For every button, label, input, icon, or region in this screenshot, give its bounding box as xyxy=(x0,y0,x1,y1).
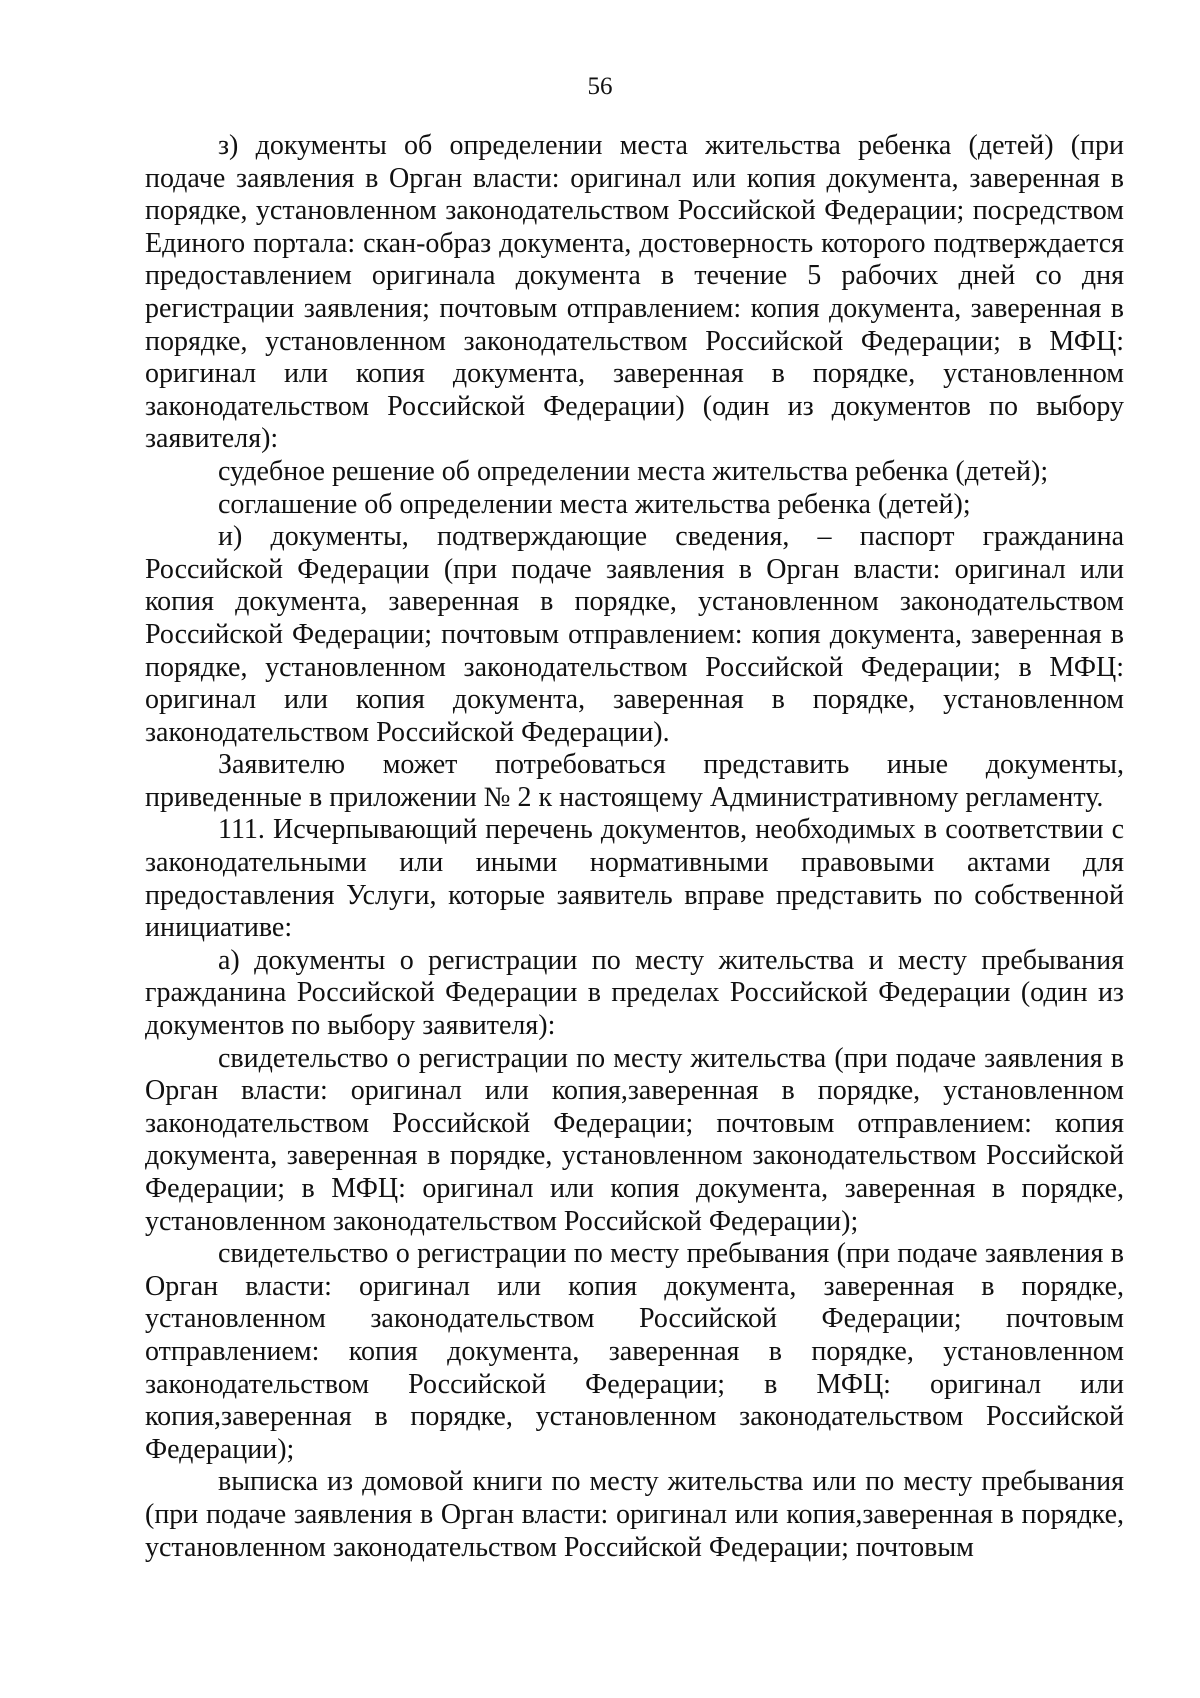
paragraph-a-registration-documents: а) документы о регистрации по месту жительства и месту пребывания гражданина Российской Федерации в пределах Российской Федерации (один из документов по выбору заявителя): xyxy=(145,944,1124,1042)
paragraph-i-passport: и) документы, подтверждающие сведения, – паспорт гражданина Российской Федерации (при подаче заявления в Орган власти: оригинал или копия документа, заверенная в порядке, установленном законодательством Российской Федерации; почтовым отправлением: копия документа, заверенная в порядке, установленном законодательством Российской Федерации; в МФЦ: оригинал или копия документа, заверенная в порядке, установленном законодательством Российской Федерации). xyxy=(145,521,1124,748)
paragraph-stay-certificate: свидетельство о регистрации по месту пребывания (при подаче заявления в Орган власти: оригинал или копия документа, заверенная в порядке, установленном законодательством Российской Федерации; почтовым отправлением: копия документа, заверенная в порядке, установленном законодательством Российской Федерации; в МФЦ: оригинал или копия,заверенная в порядке, установленном законодательством Российской Федерации); xyxy=(145,1238,1124,1465)
page-number: 56 xyxy=(587,73,613,100)
paragraph-residence-certificate: свидетельство о регистрации по месту жительства (при подаче заявления в Орган власти: оригинал или копия,заверенная в порядке, установленном законодательством Российской Федерации; почтовым отправлением: копия документа, заверенная в порядке, установленном законодательством Российской Федерации; в МФЦ: оригинал или копия документа, заверенная в порядке, установленном законодательством Российской Федерации); xyxy=(145,1042,1124,1237)
paragraph-house-book-extract: выписка из домовой книги по месту жительства или по месту пребывания (при подаче заявления в Орган власти: оригинал или копия,заверенная в порядке, установленном законодательством Российской Федерации; почтовым xyxy=(145,1466,1124,1563)
paragraph-z-custody-documents: з) документы об определении места жительства ребенка (детей) (при подаче заявления в Орган власти: оригинал или копия документа, заверенная в порядке, установленном законодательством Российской Федерации; посредством Единого портала: скан-образ документа, достоверность которого подтверждается предоставлением оригинала документа в течение 5 рабочих дней со дня регистрации заявления; почтовым отправлением: копия документа, заверенная в порядке, установленном законодательством Российской Федерации; в МФЦ: оригинал или копия документа, заверенная в порядке, установленном законодательством Российской Федерации) (один из документов по выбору заявителя): xyxy=(145,130,1124,455)
paragraph-111-list: 111. Исчерпывающий перечень документов, необходимых в соответствии с законодательными или иными нормативными правовыми актами для предоставления Услуги, которые заявитель вправе представить по собственной инициативе: xyxy=(145,814,1124,944)
paragraph-custody-agreement: соглашение об определении места жительства ребенка (детей); xyxy=(218,488,971,520)
paragraph-other-documents: Заявителю может потребоваться представить иные документы, приведенные в приложении № 2 к настоящему Административному регламенту. xyxy=(145,749,1124,813)
paragraph-court-decision: судебное решение об определении места жительства ребенка (детей); xyxy=(218,455,1049,487)
document-body xyxy=(145,130,1124,1564)
